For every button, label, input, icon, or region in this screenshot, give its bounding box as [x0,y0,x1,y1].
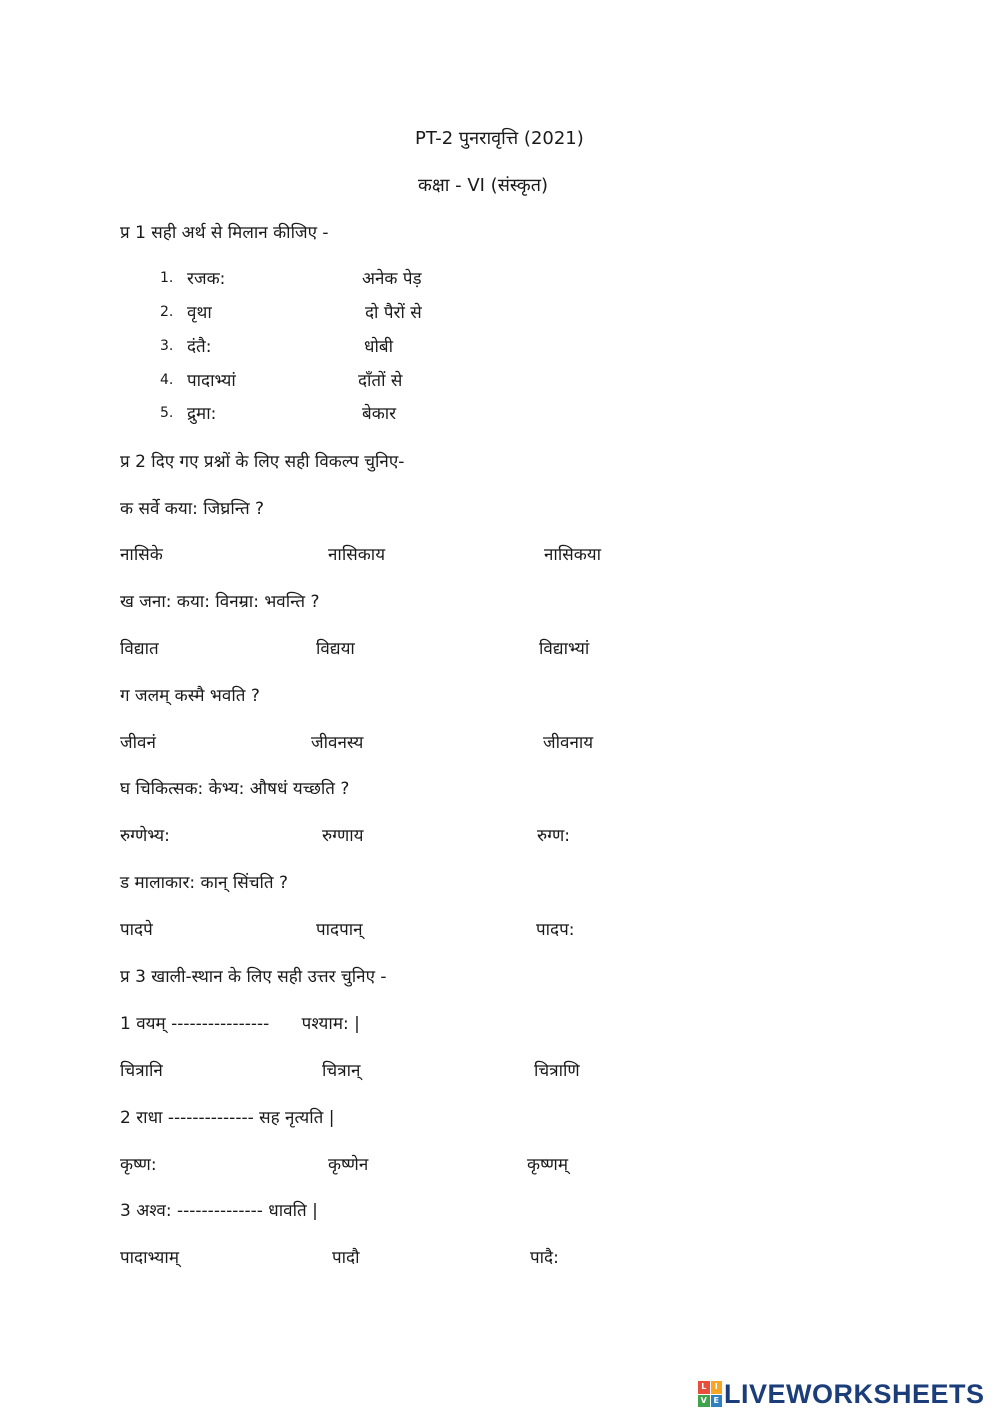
option-choice[interactable]: पादौ [332,1248,360,1268]
question-text: ग जलम् कस्मै भवति ? [120,686,260,706]
mark-letter: L [698,1381,710,1394]
match-row-word: वृथा [187,303,212,323]
option-choice[interactable]: चित्रानि [120,1061,163,1081]
option-choice[interactable]: रुग्णाय [322,826,364,846]
option-choice[interactable]: विद्यया [316,639,355,659]
mark-letter: I [711,1381,723,1394]
liveworksheets-wordmark: LIVEWORKSHEETS [724,1378,985,1409]
match-row-number: 1. [160,270,174,286]
question-text: 2 राधा -------------- सह नृत्यति | [120,1108,335,1128]
match-row-meaning[interactable]: अनेक पेड़ [362,269,422,289]
option-choice[interactable]: जीवनं [120,733,156,753]
match-row-word: द्रुमा: [187,404,217,424]
match-row-number: 3. [160,338,174,354]
question-text: घ चिकित्सक: केभ्य: औषधं यच्छति ? [120,779,350,799]
question-text: 1 वयम् ---------------- पश्याम: | [120,1014,360,1034]
option-choice[interactable]: जीवनाय [543,733,594,753]
option-choice[interactable]: पादप: [536,920,575,940]
match-row-meaning[interactable]: बेकार [362,404,397,424]
mark-letter: E [711,1395,723,1408]
match-row-number: 5. [160,405,174,421]
worksheet-subtitle: कक्षा - VI (संस्कृत) [418,175,548,196]
worksheet-title: PT-2 पुनरावृत्ति (2021) [415,128,584,149]
match-row-number: 2. [160,304,174,320]
option-choice[interactable]: पादपान् [316,920,363,940]
option-choice[interactable]: कृष्णेन [328,1155,369,1175]
match-row-meaning[interactable]: दो पैरों से [365,303,422,323]
option-choice[interactable]: नासिकया [544,545,602,565]
option-choice[interactable]: नासिकाय [328,545,386,565]
question-1-heading: प्र 1 सही अर्थ से मिलान कीजिए - [120,223,329,243]
match-row-word: रजक: [187,269,226,289]
match-row-meaning[interactable]: धोबी [364,337,393,357]
option-choice[interactable]: पादै: [530,1248,559,1268]
match-row-number: 4. [160,372,174,388]
option-choice[interactable]: कृष्णम् [527,1155,568,1175]
question-text: 3 अश्व: -------------- धावति | [120,1201,318,1221]
option-choice[interactable]: विद्याभ्यां [539,639,590,659]
question-3-heading: प्र 3 खाली-स्थान के लिए सही उत्तर चुनिए - [120,967,387,987]
question-text: क सर्वे कया: जिघ्रन्ति ? [120,499,265,519]
option-choice[interactable]: पादपे [120,920,153,940]
question-text: ड मालाकार: कान् सिंचति ? [120,873,289,893]
option-choice[interactable]: कृष्ण: [120,1155,157,1175]
question-text: ख जना: कया: विनम्रा: भवन्ति ? [120,592,320,612]
option-choice[interactable]: रुग्ण: [537,826,570,846]
mark-letter: V [698,1395,710,1408]
match-row-meaning[interactable]: दाँतों से [358,371,403,391]
option-choice[interactable]: जीवनस्य [311,733,364,753]
liveworksheets-logo[interactable] [698,1378,985,1410]
match-row-word: पादाभ्यां [187,371,236,391]
option-choice[interactable]: चित्रान् [322,1061,361,1081]
option-choice[interactable]: रुग्णेभ्य: [120,826,170,846]
option-choice[interactable]: विद्यात [120,639,159,659]
question-2-heading: प्र 2 दिए गए प्रश्नों के लिए सही विकल्प चुनिए- [120,452,405,472]
option-choice[interactable]: नासिके [120,545,163,565]
liveworksheets-mark-icon [698,1381,722,1407]
match-row-word: दंतै: [187,337,212,357]
option-choice[interactable]: पादाभ्याम् [120,1248,179,1268]
option-choice[interactable]: चित्राणि [534,1061,580,1081]
